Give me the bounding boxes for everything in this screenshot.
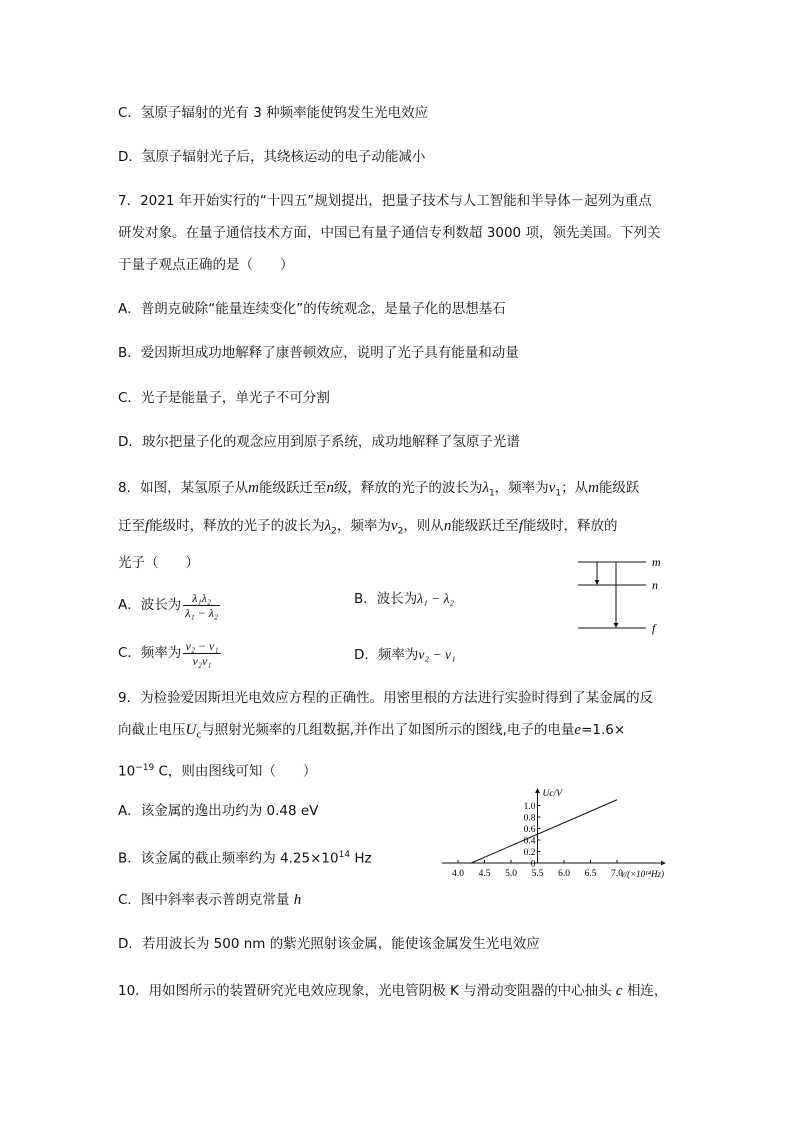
level-f-label: f — [652, 621, 656, 635]
q8-option-a: A．波长为 $\frac{\text{λ₁λ₂}}{\text{λ₁ − λ₂}}$ — [118, 590, 219, 620]
x-tick-label: 6.5 — [584, 869, 597, 879]
q8-option-a-fraction: $\frac{\text{λ₁λ₂}}{\text{λ₁ − λ₂}}$ — [185, 590, 219, 620]
x-tick-label: 6.0 — [558, 869, 570, 879]
q7-stem-line3: 于量子观点正确的是（ ） — [118, 257, 294, 273]
q8-option-b: B．波长为λ₁ − λ₂ — [354, 591, 455, 607]
x-tick-label: 4.0 — [452, 869, 464, 879]
q9-stem-line1: 9．为检验爱因斯坦光电效应方程的正确性。用密里根的方法进行实验时得到了某金属的反 — [118, 690, 654, 706]
q6-option-c: C．氢原子辐射的光有 3 种频率能使钨发生光电效应 — [118, 105, 429, 121]
q7-stem — [118, 185, 688, 281]
q7-option-a: A．普朗克破除“能量连续变化”的传统观念，是量子化的思想基石 — [118, 301, 506, 317]
q8-stem-line2: 迁至f能级时，释放的光子的波长为$\lambda_2$，频率为$\nu_2$，则从n能级跃迁至f能级时，释放的 — [118, 517, 618, 537]
y-tick-label: 0.6 — [523, 825, 536, 835]
q9-stem-line2: 向截止电压$U_c$与照射光频率的几组数据,并作出了如图所示的图线,电子的电量e=1.6× — [118, 722, 626, 741]
level-n-label: n — [652, 578, 658, 592]
q7-option-b: B．爱因斯坦成功地解释了康普顿效应，说明了光子具有能量和动量 — [118, 345, 519, 361]
x-tick-label: 7.0 — [611, 869, 623, 879]
q8-option-c: C．频率为 $\frac{\text{ν₂ − ν₁}}{\text{ν₂ν₁}}$ — [118, 638, 219, 668]
energy-level-diagram — [570, 553, 670, 639]
y-tick-label: 0.4 — [523, 836, 536, 847]
q9-stem — [118, 682, 688, 787]
q7-stem-line2: 研发对象。在量子通信技术方面，中国已有量子通信专利数超 3000 项，领先美国。下列关 — [118, 225, 661, 241]
y-tick-label: 1.0 — [523, 802, 536, 812]
q9-option-c: C．图中斜率表示普朗克常量 h — [118, 892, 302, 908]
x-tick-label: 5.0 — [505, 869, 517, 879]
y-tick-label: 0 — [530, 859, 536, 870]
q7-option-c: C．光子是能量子，单光子不可分割 — [118, 390, 330, 406]
q9-stem-line3: $10^{-19}$ C，则由图线可知（ ） — [118, 762, 317, 780]
q6-option-d: D．氢原子辐射光子后，其绕核运动的电子动能减小 — [118, 149, 426, 165]
q8-option-c-fraction: $\frac{\text{ν₂ − ν₁}}{\text{ν₂ν₁}}$ — [185, 638, 219, 668]
q8-stem-line3: 光子（ ） — [118, 555, 199, 572]
q10-stem-line1: 10．用如图所示的装置研究光电效应现象，光电管阴极 K 与滑动变阻器的中心抽头 c 相连， — [118, 983, 668, 999]
q8-stem-line1: 8．如图，某氢原子从m能级跃迁至n级，释放的光子的波长为$\lambda_1$，频率为$\nu_1$；从m能级跃 — [118, 480, 640, 499]
q9-option-b: B．该金属的截止频率约为 $4.25\times 10^{14}$ Hz — [118, 850, 372, 867]
q7-stem-line1: 7．2021 年开始实行的“十四五”规划提出，把量子技术与人工智能和半导体－起列为重点 — [118, 193, 652, 209]
x-axis-label: ν/(×10¹⁴Hz) — [620, 869, 664, 879]
q8-option-d: D．频率为ν₂ − ν₁ — [354, 647, 456, 663]
q9-option-d: D．若用波长为 500 nm 的紫光照射该金属，能使该金属发生光电效应 — [118, 936, 540, 952]
level-m-label: m — [652, 555, 661, 569]
q9-option-a: A．该金属的逸出功约为 0.48 eV — [118, 803, 319, 819]
y-tick-label: 0.2 — [523, 848, 536, 858]
q7-option-d: D．玻尔把量子化的观念应用到原子系统，成功地解释了氢原子光谱 — [118, 434, 520, 450]
y-tick-label: 0.8 — [523, 813, 536, 824]
uc-vs-frequency-chart — [440, 785, 670, 885]
x-tick-label: 4.5 — [478, 869, 491, 879]
x-tick-label: 5.5 — [531, 869, 544, 879]
series-line — [471, 800, 617, 863]
y-axis-label: Uc/V — [542, 789, 563, 799]
